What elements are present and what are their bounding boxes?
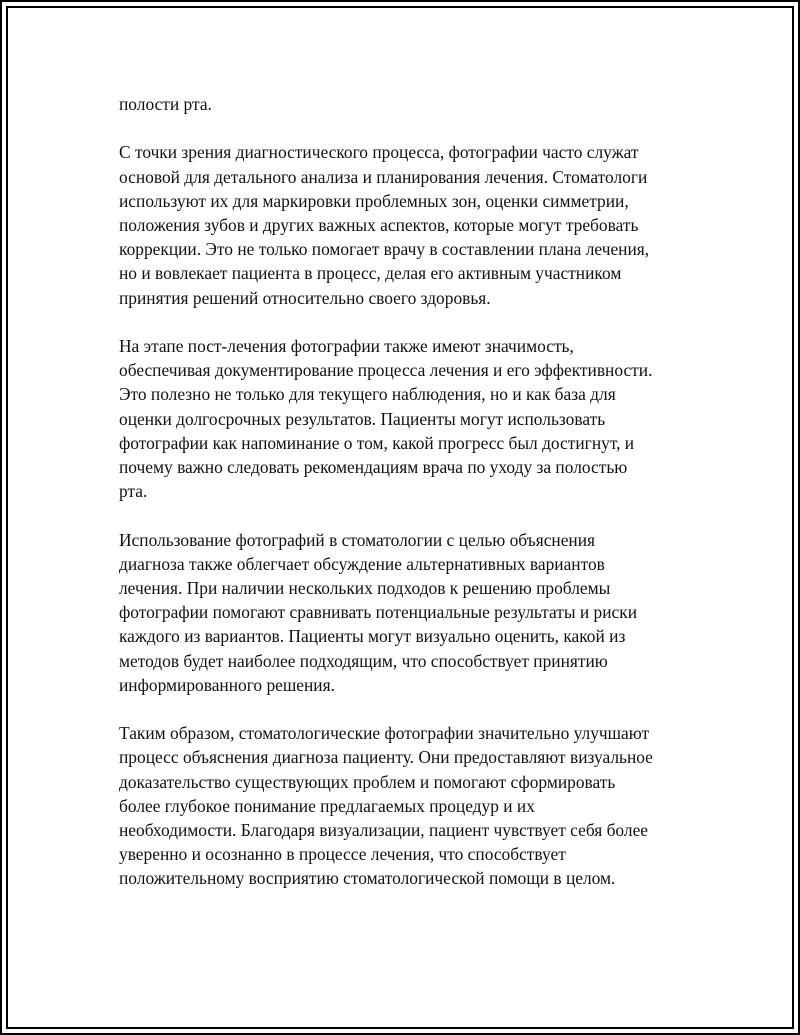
text-line: более глубокое понимание предлагаемых процедур и их (119, 795, 535, 816)
text-line: положительному восприятию стоматологической помощи в целом. (119, 868, 616, 889)
text-line: оценки долгосрочных результатов. Пациенты могут использовать (119, 408, 606, 429)
text-line: но и вовлекает пациента в процесс, делая его активным участником (119, 263, 622, 284)
text-line: Это полезно не только для текущего наблюдения, но и как база для (119, 384, 616, 405)
text-line: информированного решения. (119, 674, 335, 695)
text-line: диагноза также облегчает обсуждение альтернативных вариантов (119, 553, 605, 574)
text-line: коррекции. Это не только помогает врачу в составлении плана лечения, (119, 239, 650, 260)
paragraph (119, 334, 719, 503)
paragraph (119, 92, 719, 116)
paragraph (119, 721, 719, 890)
text-line: Использование фотографий в стоматологии с целью объяснения (119, 529, 596, 550)
text-line: полости рта. (119, 94, 212, 114)
text-line: методов будет наиболее подходящим, что способствует принятию (119, 650, 608, 671)
text-line: процесс объяснения диагноза пациенту. Они предоставляют визуальное (119, 747, 653, 768)
text-line: доказательство существующих проблем и помогают сформировать (119, 771, 616, 792)
text-line: На этапе пост-лечения фотографии также имеют значимость, (119, 336, 574, 356)
text-line: фотографии как напоминание о том, какой прогресс был достигнут, и (119, 432, 635, 453)
text-line: положения зубов и других важных аспектов, которые могут требовать (119, 215, 639, 235)
document-body (119, 92, 719, 915)
text-line: почему важно следовать рекомендациям врача по уходу за полостью (119, 457, 628, 478)
text-line: основой для детального анализа и планирования лечения. Стоматологи (119, 166, 648, 187)
text-line: уверенно и осознанно в процессе лечения, что способствует (119, 844, 566, 865)
text-line: лечения. При наличии нескольких подходов к решению проблемы (119, 578, 611, 599)
text-line: необходимости. Благодаря визуализации, пациент чувствует себя более (119, 820, 649, 841)
text-line: каждого из вариантов. Пациенты могут визуально оценить, какой из (119, 626, 626, 647)
paragraph (119, 528, 719, 697)
text-line: фотографии помогают сравнивать потенциальные результаты и риски (119, 602, 637, 623)
text-line: принятия решений относительно своего здоровья. (119, 287, 491, 308)
text-line: рта. (119, 481, 148, 502)
paragraph (119, 140, 719, 309)
text-line: С точки зрения диагностического процесса, фотографии часто служат (119, 142, 639, 163)
text-line: Таким образом, стоматологические фотографии значительно улучшают (119, 723, 650, 744)
text-line: используют их для маркировки проблемных зон, оценки симметрии, (119, 190, 629, 211)
text-line: обеспечивая документирование процесса лечения и его эффективности. (119, 360, 653, 381)
